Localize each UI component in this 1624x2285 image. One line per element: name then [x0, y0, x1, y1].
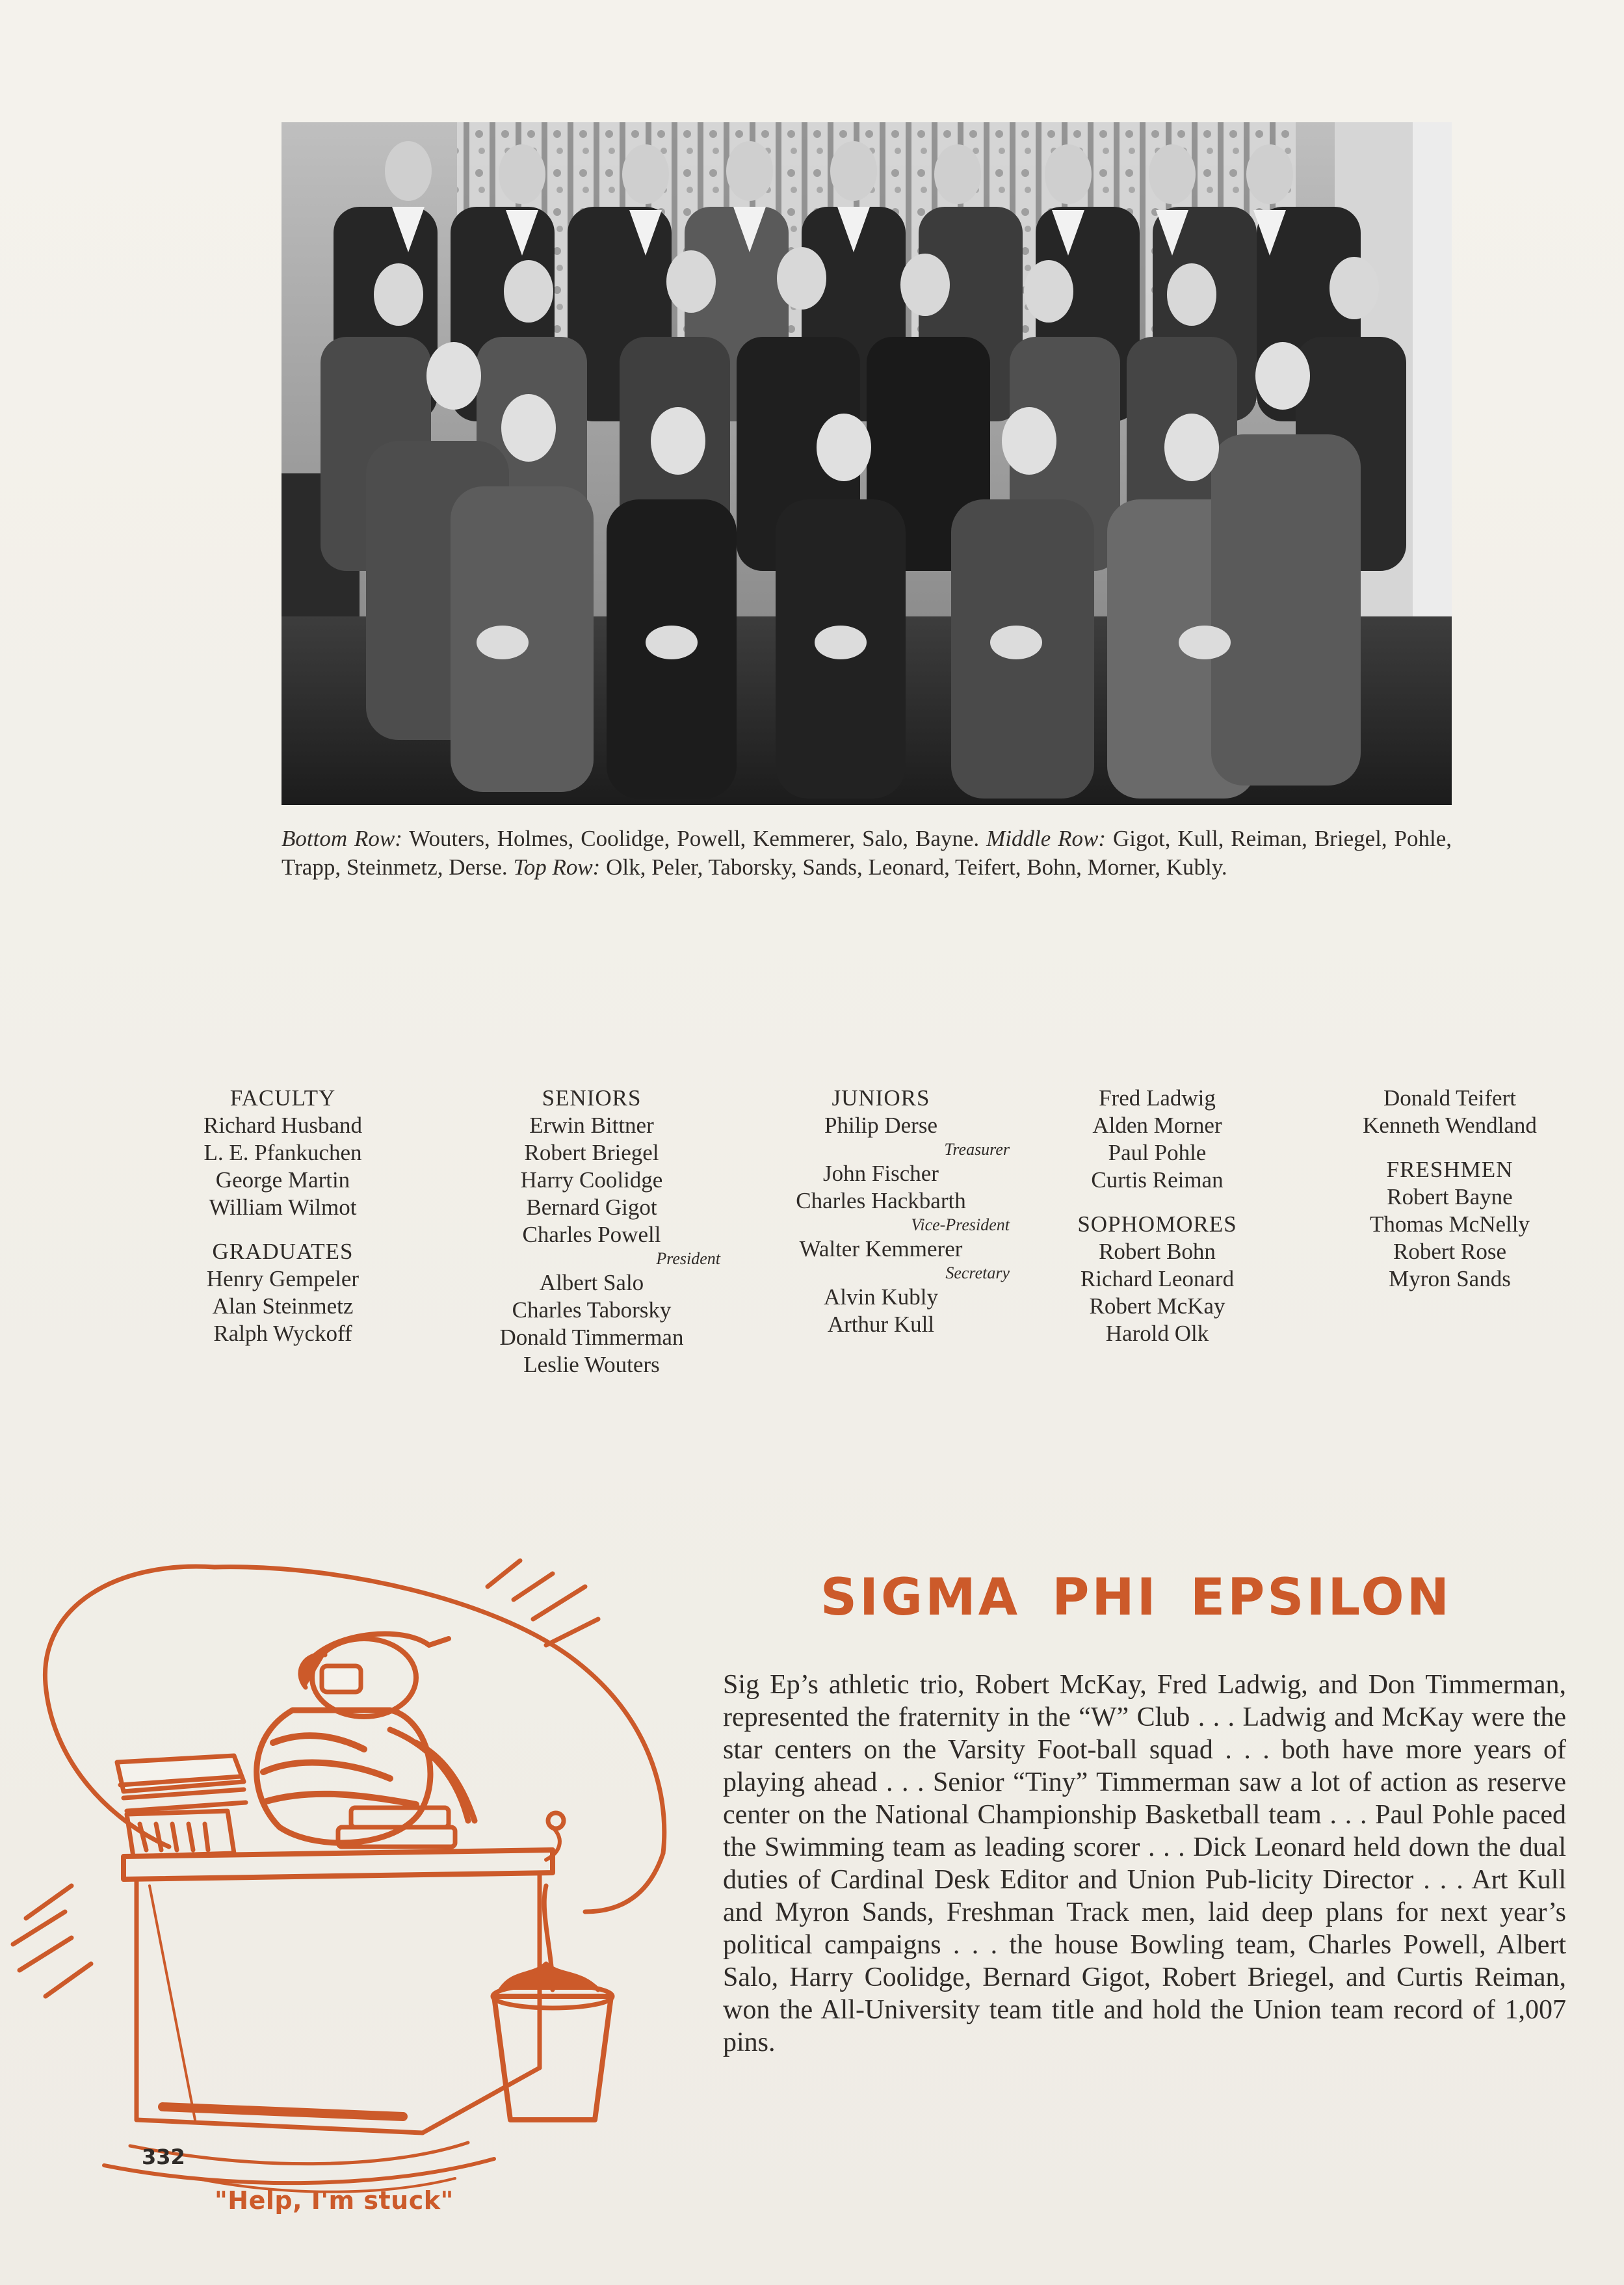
junior-name: Arthur Kull — [827, 1312, 935, 1337]
faculty-name: Richard Husband — [203, 1113, 362, 1138]
senior-name: Erwin Bittner — [529, 1113, 654, 1138]
cartoon-illustration — [0, 1548, 689, 2198]
roster-column-seniors — [462, 1085, 722, 1379]
senior-name: Harry Coolidge — [520, 1167, 663, 1193]
caption-bottom-label: Bottom Row: — [282, 826, 402, 851]
freshman-name: Thomas McNelly — [1370, 1211, 1530, 1237]
group-photo — [282, 122, 1452, 805]
caption-bottom-names: Wouters, Holmes, Coolidge, Powell, Kemmerer, Salo, Bayne. — [409, 826, 980, 851]
sophomores-heading: SOPHOMORES — [1077, 1211, 1237, 1237]
sophomore-name: Donald Teifert — [1383, 1085, 1516, 1111]
caption-middle-names: Gigot, Kull, Reiman, Briegel, Pohle, Trapp, Steinmetz, Derse. — [282, 826, 1452, 880]
faculty-name: L. E. Pfankuchen — [203, 1140, 362, 1165]
member-roster — [0, 1085, 1624, 1397]
freshman-name: Myron Sands — [1389, 1266, 1511, 1291]
graduate-name: Ralph Wyckoff — [213, 1321, 352, 1346]
junior-office-secretary: Secretary — [945, 1263, 1010, 1282]
junior-office-vice-president: Vice-President — [911, 1215, 1010, 1234]
junior-name: Alden Morner — [1092, 1113, 1222, 1138]
senior-name: Charles Taborsky — [512, 1297, 672, 1323]
desk-cartoon-icon — [0, 1548, 689, 2198]
sophomore-name: Richard Leonard — [1080, 1266, 1235, 1291]
senior-office-president: President — [656, 1249, 720, 1268]
caption-top-names: Olk, Peler, Taborsky, Sands, Leonard, Teifert, Bohn, Morner, Kubly. — [606, 854, 1227, 880]
junior-name: Charles Hackbarth — [796, 1188, 966, 1213]
page-title: SIGMA PHI EPSILON — [820, 1568, 1452, 1627]
cartoon-caption: "Help, I'm stuck" — [215, 2186, 454, 2215]
article-body: Sig Ep’s athletic trio, Robert McKay, Fred Ladwig, and Don Timmerman, represented the fraternity in the “W” Club . . . Ladwig and McKay were the star centers on the Varsity Foot-ball squad . . . both have more years of playing ahead . . . Senior “Tiny” Timmerman saw a lot of action as reserve center on the National Championship Basketball team . . . Paul Pohle paced the Swimming team as leading scorer . . . Dick Leonard held down the dual duties of Cardinal Desk Editor and Union Pub-licity Director . . . Art Kull and Myron Sands, Freshman Track men, laid deep plans for next year’s political campaigns . . . the house Bowling team, Charles Powell, Albert Salo, Harry Coolidge, Bernard Gigot, Robert Briegel, and Curtis Reiman, won the All-University team title and hold the Union team record of 1,007 pins. — [723, 1670, 1566, 2057]
senior-name: Bernard Gigot — [526, 1195, 657, 1220]
graduates-heading: GRADUATES — [212, 1239, 354, 1264]
senior-name: Charles Powell — [522, 1222, 661, 1247]
junior-name: Paul Pohle — [1108, 1140, 1207, 1165]
sophomore-name: Kenneth Wendland — [1363, 1113, 1537, 1138]
seniors-heading: SENIORS — [542, 1085, 642, 1111]
caption-middle-label: Middle Row: — [986, 826, 1107, 851]
junior-name: John Fischer — [823, 1161, 939, 1186]
roster-column-juniors-sophomores — [1053, 1085, 1261, 1347]
roster-column-juniors — [751, 1085, 1011, 1338]
junior-name: Alvin Kubly — [824, 1284, 938, 1310]
faculty-heading: FACULTY — [229, 1085, 336, 1111]
senior-name: Leslie Wouters — [523, 1352, 660, 1377]
junior-name: Philip Derse — [824, 1113, 937, 1138]
sophomore-name: Robert Bohn — [1099, 1239, 1216, 1264]
senior-name: Donald Timmerman — [499, 1325, 684, 1350]
junior-name: Walter Kemmerer — [799, 1236, 963, 1261]
freshman-name: Robert Bayne — [1387, 1184, 1513, 1209]
junior-office-treasurer: Treasurer — [944, 1140, 1010, 1159]
senior-name: Robert Briegel — [524, 1140, 659, 1165]
freshmen-heading: FRESHMEN — [1386, 1157, 1513, 1182]
senior-name: Albert Salo — [539, 1270, 644, 1295]
group-photo-icon — [282, 122, 1452, 805]
graduate-name: Henry Gempeler — [206, 1266, 360, 1291]
faculty-name: William Wilmot — [209, 1195, 357, 1220]
photo-caption — [282, 825, 1452, 882]
roster-column-sophomores-freshmen — [1326, 1085, 1573, 1293]
sophomore-name: Robert McKay — [1089, 1293, 1225, 1319]
junior-name: Fred Ladwig — [1099, 1085, 1216, 1111]
roster-column-faculty — [185, 1085, 380, 1347]
sophomore-name: Harold Olk — [1105, 1321, 1209, 1346]
freshman-name: Robert Rose — [1393, 1239, 1506, 1264]
graduate-name: Alan Steinmetz — [212, 1293, 354, 1319]
juniors-heading: JUNIORS — [832, 1085, 930, 1111]
caption-top-label: Top Row: — [513, 854, 601, 880]
junior-name: Curtis Reiman — [1091, 1167, 1224, 1193]
page-number: 332 — [142, 2145, 185, 2169]
faculty-name: George Martin — [215, 1167, 350, 1193]
